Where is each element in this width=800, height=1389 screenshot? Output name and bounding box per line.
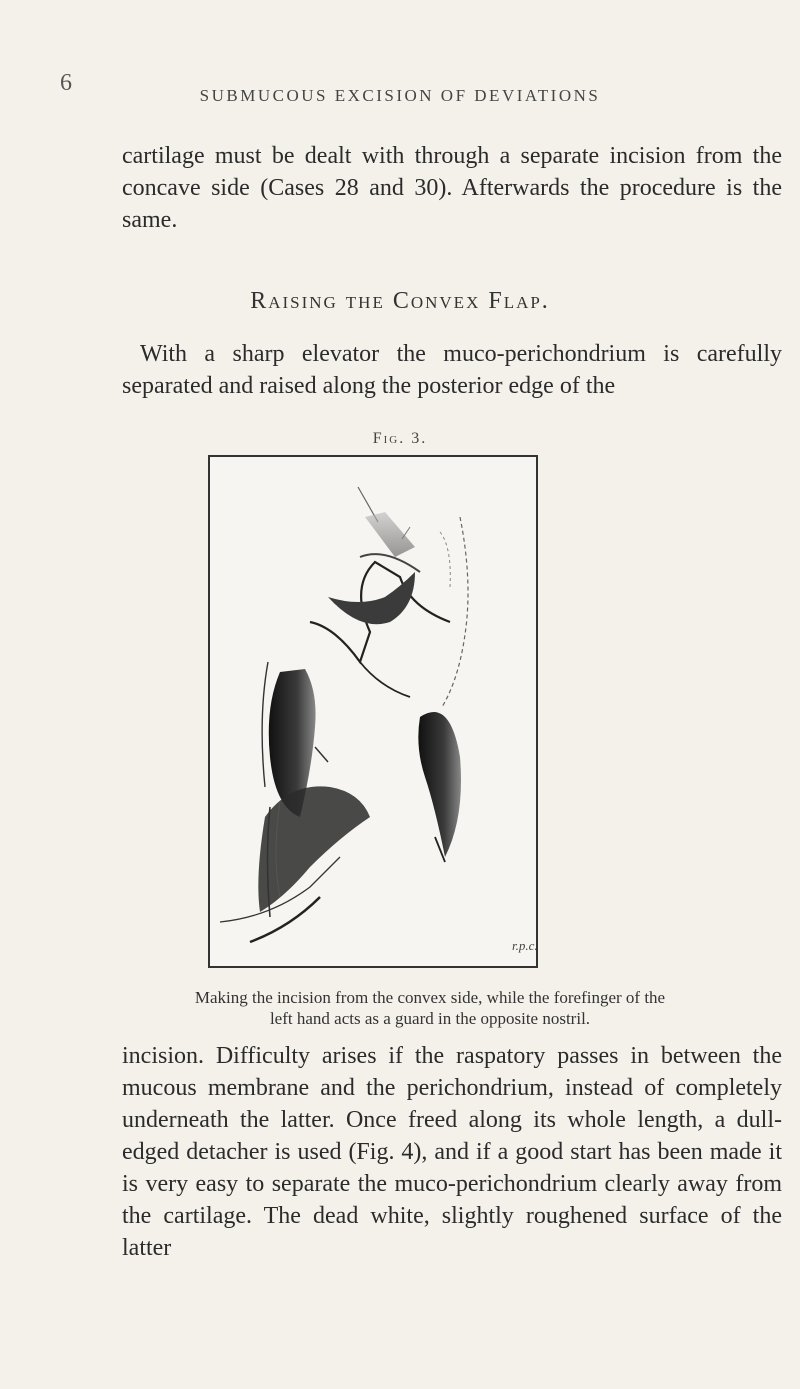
figure-caption: Making the incision from the convex side, while the forefinger of the left hand acts as a guard in the opposite nostril.: [194, 988, 666, 1028]
paragraph-1: cartilage must be dealt with through a separate incision from the concave side (Cases 28 and 30). Afterwards the procedure is the same.: [122, 143, 782, 233]
opposite-nostril-outline: [442, 517, 468, 707]
illustration-svg: [210, 457, 536, 966]
page-number: 6: [60, 70, 72, 96]
figure-initials: r.p.c.: [512, 938, 538, 953]
section-heading: Raising the Convex Flap.: [250, 288, 550, 314]
instrument-shadow: [365, 512, 415, 557]
paragraph-2: With a sharp elevator the muco-perichondrium is carefully separated and raised along the posterior edge of the: [122, 341, 782, 399]
paragraph-3: incision. Difficulty arises if the raspatory passes in between the mucous membrane and the perichondrium, instead of completely underneath the latter. Once freed along its whole length, a dull-edged detacher is used (Fig. 4), and if a good start has been made it is very easy to separate the muco-perichondrium clearly away from the cartilage. The dead white, slightly roughened surface of the latter: [122, 1043, 782, 1261]
forefinger: [258, 786, 370, 912]
running-head: SUBMUCOUS EXCISION OF DEVIATIONS: [199, 86, 601, 105]
figure-label: Fig. 3.: [372, 430, 428, 447]
right-nostril: [418, 712, 461, 857]
figure-illustration: [208, 455, 538, 968]
